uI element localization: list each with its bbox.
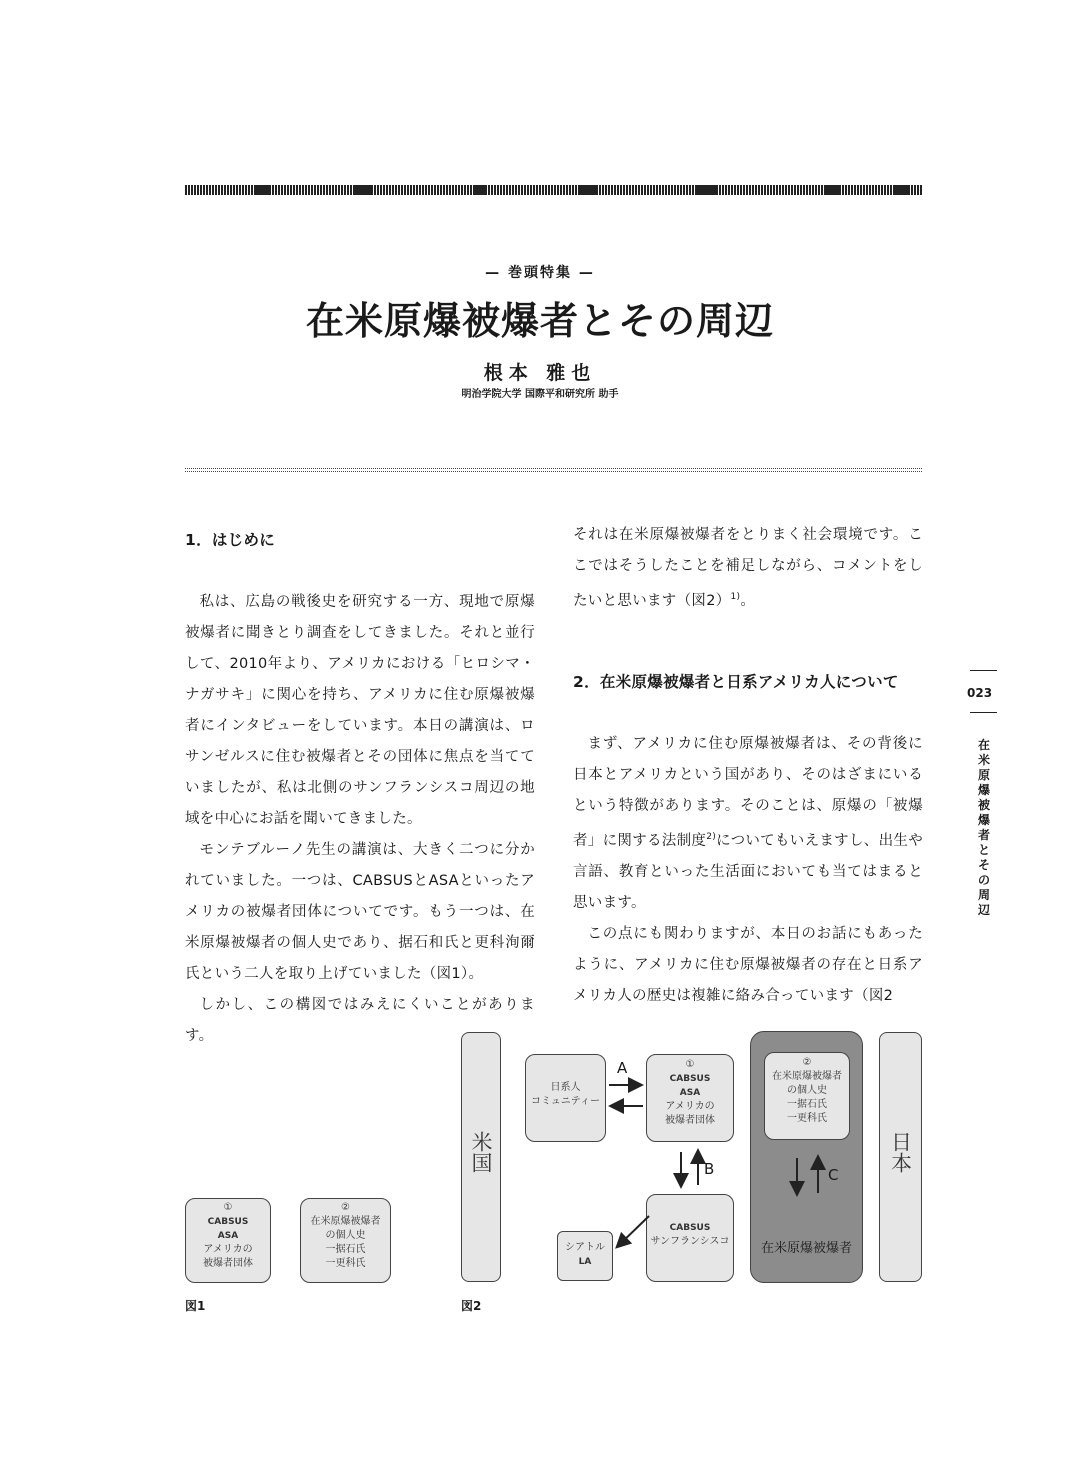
top-decorative-bar: [185, 185, 922, 195]
box-line: アメリカの: [665, 1101, 715, 1112]
series-label: — 巻頭特集 —: [485, 265, 595, 281]
arrow-to-seattle: [618, 1216, 649, 1246]
fig1-box-organizations: [185, 1198, 271, 1283]
box-line: CABSUS: [207, 1217, 249, 1227]
box-line: 一更科氏: [325, 1258, 366, 1269]
japan-label: 日本: [888, 1131, 913, 1173]
box-line: シアトル: [565, 1242, 605, 1253]
paragraph: [573, 520, 923, 617]
label-c: C: [828, 1166, 839, 1184]
box-line: 一更科氏: [787, 1113, 827, 1124]
paragraph: モンテブルーノ先生の講演は、大きく二つに分かれていました。一つは、CABSUSとASAといったアメリカの被爆者団体についてです。もう一つは、在米原爆被爆者の個人史であり、据石和氏と更科洵爾氏という二人を取り上げていました（図1）。: [185, 842, 535, 982]
label-a: A: [617, 1059, 628, 1077]
left-column: [185, 525, 535, 1052]
box-line: の個人史: [325, 1230, 366, 1241]
footnote-ref: 2): [706, 831, 717, 842]
box-line: コミュニティー: [531, 1096, 600, 1107]
box-line: アメリカの: [203, 1244, 253, 1255]
box-line: 日系人: [550, 1082, 581, 1093]
hibakusha-label: 在米原爆被爆者: [760, 1241, 852, 1256]
paragraph: この点にも関わりますが、本日のお話にもあったように、アメリカに住む原爆被爆者の存在と日系アメリカ人の歴史は複雑に絡み合っています（図2: [573, 925, 923, 1004]
box-line: 一据石氏: [787, 1099, 827, 1110]
box-number: ①: [685, 1059, 695, 1070]
text: まず、アメリカに住む原爆被爆者は、その背後に日本とアメリカという国があり、そのはざまにいるという特徴があります。そのことは、原爆の「被爆者」に関する法制度: [573, 735, 923, 849]
box-number: ②: [802, 1057, 812, 1068]
usa-label: 米国: [469, 1131, 493, 1173]
section-heading-2: 2．在米原爆被爆者と日系アメリカ人について: [573, 672, 899, 691]
paragraph: 私は、広島の戦後史を研究する一方、現地で原爆被爆者に聞きとり調査をしてきました。それと並行して、2010年より、アメリカにおける「ヒロシマ・ナガサキ」に関心を持ち、アメリカに住む原爆被爆者にインタビューをしています。本日の講演は、ロサンゼルスに住む被爆者とその団体に焦点を当てていましたが、私は北側のサンフランシスコ周辺の地域を中心にお話を聞いてきました。: [185, 594, 535, 827]
box-number: ②: [341, 1202, 350, 1213]
running-title: 在米原爆被爆者とその周辺: [977, 738, 990, 917]
box-line: 一据石氏: [325, 1244, 366, 1255]
box-line: LA: [578, 1257, 592, 1267]
box-line: 被爆者団体: [665, 1115, 715, 1126]
box-line: ASA: [217, 1231, 239, 1241]
section-heading-1: 1．はじめに: [185, 531, 276, 549]
page-number-rule: [970, 712, 997, 713]
box-line: ASA: [679, 1088, 701, 1098]
fig1-box-histories: [300, 1198, 391, 1283]
box-line: 被爆者団体: [203, 1258, 253, 1269]
text: についてもいえますし、出生や言語、教育といった生活面においても当てはまると思います。: [573, 832, 923, 911]
page-number: 023: [967, 686, 993, 700]
box-line: 在米原爆被爆者: [772, 1071, 842, 1082]
fig2-arrows: [455, 1025, 925, 1295]
author-name: 根本 雅也: [483, 362, 597, 384]
intro-end: 。: [740, 592, 756, 609]
box-line: CABSUS: [669, 1074, 711, 1084]
label-b: B: [704, 1160, 715, 1178]
right-column: [573, 520, 923, 1012]
author-affiliation: 明治学院大学 国際平和研究所 助手: [461, 389, 619, 400]
divider: [185, 468, 922, 472]
box-line: サンフランシスコ: [650, 1236, 730, 1247]
page-number-rule: [970, 670, 997, 671]
box-line: の個人史: [787, 1085, 827, 1096]
box-number: ①: [223, 1202, 233, 1213]
box-line: 在米原爆被爆者: [310, 1216, 381, 1227]
box-line: CABSUS: [669, 1223, 711, 1233]
paragraph: [573, 729, 923, 919]
intro-text: それは在米原爆被爆者をとりまく社会環境です。ここではそうしたことを補足しながら、コメントをしたいと思います（図2）: [573, 527, 923, 609]
paragraph: しかし、この構図ではみえにくいことがあります。: [185, 997, 535, 1044]
footnote-ref: 1): [730, 592, 741, 602]
article-title: 在米原爆被爆者とその周辺: [305, 299, 774, 343]
fig1-caption: 図1: [185, 1299, 206, 1313]
fig2-caption: 図2: [461, 1299, 482, 1313]
